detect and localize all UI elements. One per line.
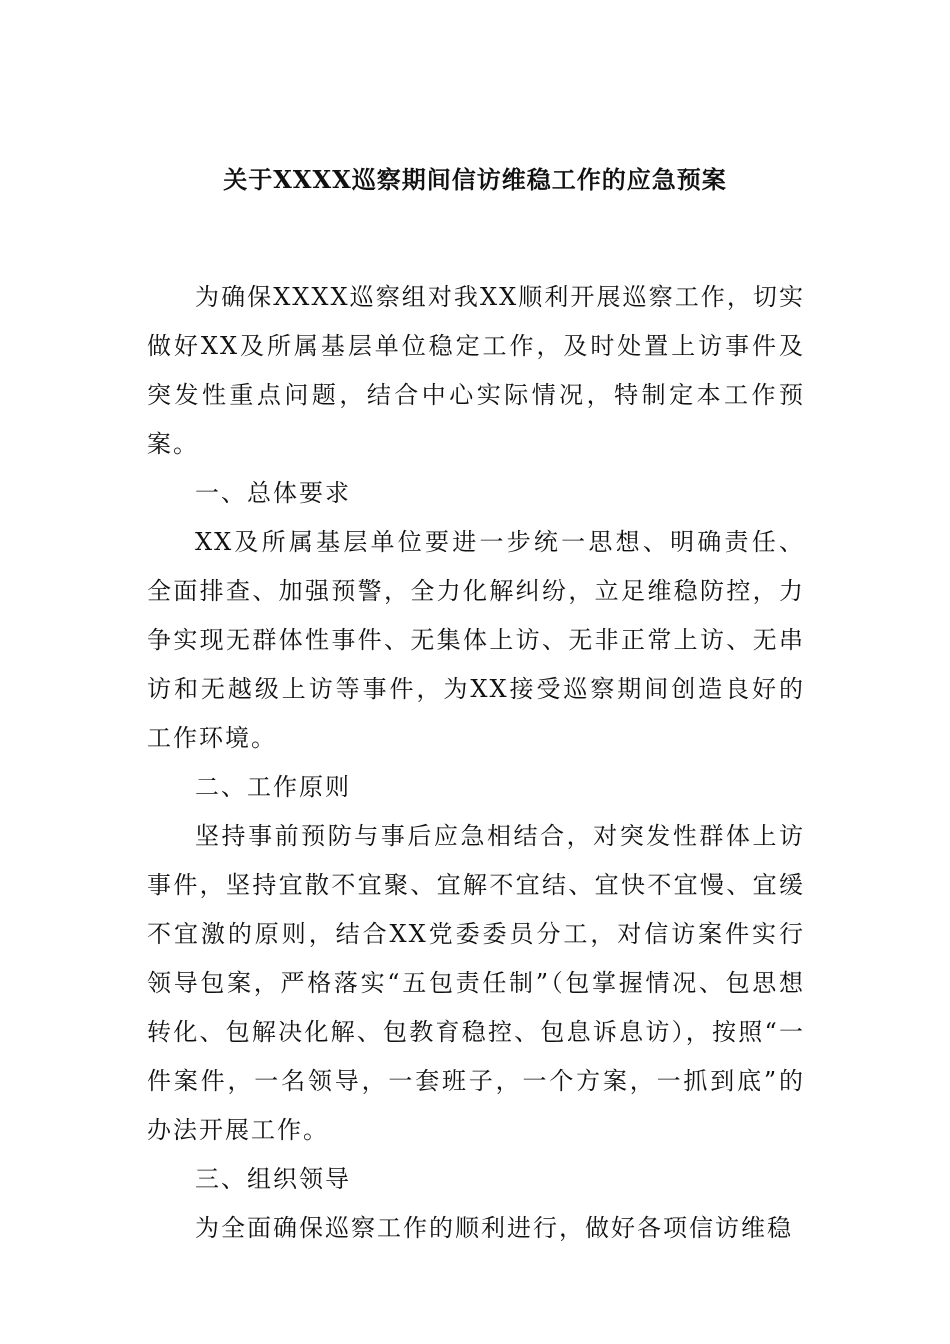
paragraph-work-principles: 坚持事前预防与事后应急相结合，对突发性群体上访事件，坚持宜散不宜聚、宜解不宜结、宜快不宜慢、宜缓不宜激的原则，结合XX党委委员分工，对信访案件实行领导包案，严格落实“五包责任制”（包掌握情况、包思想转化、包解决化解、包教育稳控、包息诉息访），按照“一件案件，一名领导，一套班子，一个方案，一抓到底”的办法开展工作。 [147, 822, 805, 1144]
document-title: 关于XXXX巡察期间信访维稳工作的应急预案 [223, 165, 727, 194]
section-heading-work-principles: 二、工作原则 [195, 773, 351, 801]
section-heading-organization-leadership: 三、组织领导 [195, 1165, 351, 1193]
paragraph-intro: 为确保XXXX巡察组对我XX顺利开展巡察工作，切实做好XX及所属基层单位稳定工作，及时处置上访事件及突发性重点问题，结合中心实际情况，特制定本工作预案。 [147, 283, 805, 458]
paragraph-organization-leadership: 为全面确保巡察工作的顺利进行，做好各项信访维稳 [195, 1214, 793, 1242]
paragraph-general-requirements: XX及所属基层单位要进一步统一思想、明确责任、全面排查、加强预警，全力化解纠纷，立足维稳防控，力争实现无群体性事件、无集体上访、无非正常上访、无串访和无越级上访等事件，为XX接受巡察期间创造良好的工作环境。 [147, 528, 805, 752]
document-body [147, 273, 805, 1253]
section-heading-general-requirements: 一、总体要求 [195, 479, 351, 507]
